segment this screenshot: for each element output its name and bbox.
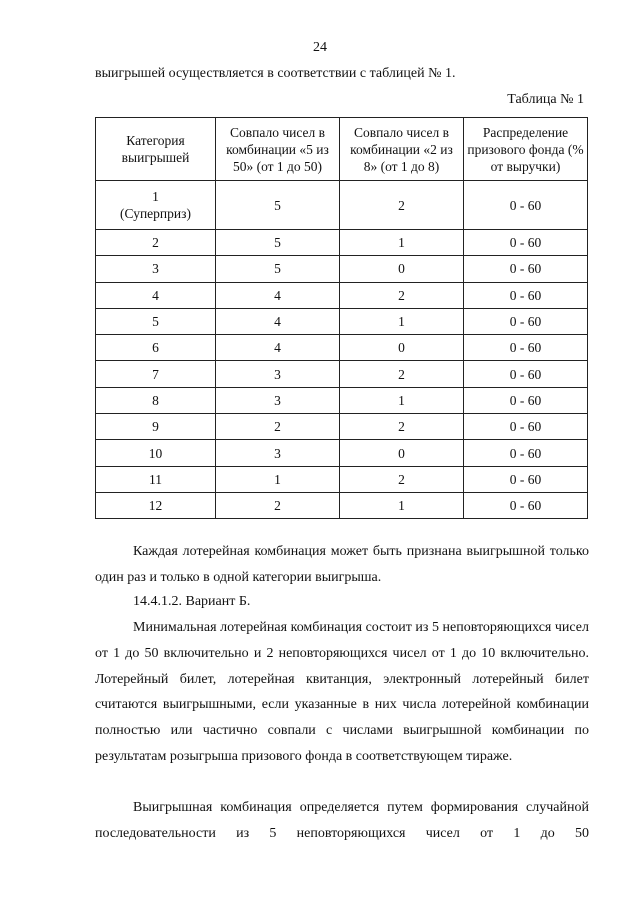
cell-match5: 4 bbox=[216, 308, 340, 334]
cell-share: 0 - 60 bbox=[464, 256, 588, 282]
cell-share: 0 - 60 bbox=[464, 282, 588, 308]
cell-match2: 0 bbox=[340, 256, 464, 282]
cell-match5: 3 bbox=[216, 387, 340, 413]
paragraph-winning-combination bbox=[95, 795, 589, 847]
table-row bbox=[96, 181, 588, 230]
table-row bbox=[96, 387, 588, 413]
cell-category: 4 bbox=[96, 282, 216, 308]
section-heading: 14.4.1.2. Вариант Б. bbox=[133, 594, 251, 609]
table-row bbox=[96, 466, 588, 492]
cell-match5: 5 bbox=[216, 230, 340, 256]
paragraph-text: Каждая лотерейная комбинация может быть признана выигрышной только один раз и только в одной категории выигрыша. bbox=[95, 544, 589, 585]
table-row bbox=[96, 361, 588, 387]
table-row bbox=[96, 414, 588, 440]
paragraph-min-combination bbox=[95, 615, 589, 770]
table-row bbox=[96, 308, 588, 334]
cell-match5: 4 bbox=[216, 335, 340, 361]
cell-match2: 2 bbox=[340, 361, 464, 387]
cell-match2: 0 bbox=[340, 440, 464, 466]
cell-share: 0 - 60 bbox=[464, 181, 588, 230]
cell-share: 0 - 60 bbox=[464, 230, 588, 256]
cell-match5: 2 bbox=[216, 492, 340, 518]
cell-category: 9 bbox=[96, 414, 216, 440]
cell-match2: 0 bbox=[340, 335, 464, 361]
cell-share: 0 - 60 bbox=[464, 308, 588, 334]
cell-share: 0 - 60 bbox=[464, 387, 588, 413]
paragraph-text: Выигрышная комбинация определяется путем формирования случайной последовательности из 5 неповторяющихся чисел от 1 до 50 bbox=[95, 800, 589, 841]
cell-match2: 1 bbox=[340, 492, 464, 518]
table-row bbox=[96, 492, 588, 518]
header-match-2-of-8: Совпало чисел в комбинации «2 из 8» (от 1 до 8) bbox=[340, 118, 464, 181]
cell-match2: 2 bbox=[340, 466, 464, 492]
cell-match2: 1 bbox=[340, 387, 464, 413]
paragraph-single-win bbox=[95, 539, 589, 591]
cell-match2: 1 bbox=[340, 308, 464, 334]
cell-share: 0 - 60 bbox=[464, 492, 588, 518]
cell-category: 11 bbox=[96, 466, 216, 492]
paragraph-section-heading bbox=[95, 589, 589, 615]
table-row bbox=[96, 256, 588, 282]
cell-share: 0 - 60 bbox=[464, 361, 588, 387]
cell-match5: 1 bbox=[216, 466, 340, 492]
cell-category: 8 bbox=[96, 387, 216, 413]
paragraph-text: Минимальная лотерейная комбинация состоит из 5 неповторяющихся чисел от 1 до 50 включительно и 2 неповторяющихся чисел от 1 до 10 включительно. Лотерейный билет, лотерейная квитанция, электронный лотерейный билет считаются выигрышными, если указанные в них числа лотерейной комбинации полностью или частично совпали с числами выигрышной комбинации по результатам розыгрыша призового фонда в соответствующем тираже. bbox=[95, 620, 589, 764]
table-caption: Таблица № 1 bbox=[507, 92, 584, 107]
cell-category: 10 bbox=[96, 440, 216, 466]
cell-category: 7 bbox=[96, 361, 216, 387]
header-prize-share: Распределение призового фонда (% от выручки) bbox=[464, 118, 588, 181]
header-match-5-of-50: Совпало чисел в комбинации «5 из 50» (от 1 до 50) bbox=[216, 118, 340, 181]
cell-category: 5 bbox=[96, 308, 216, 334]
cell-match2: 2 bbox=[340, 181, 464, 230]
cell-category: 12 bbox=[96, 492, 216, 518]
cell-category: 6 bbox=[96, 335, 216, 361]
cell-match2: 1 bbox=[340, 230, 464, 256]
intro-line: выигрышей осуществляется в соответствии с таблицей № 1. bbox=[95, 66, 456, 81]
cell-category: 3 bbox=[96, 256, 216, 282]
cell-match5: 3 bbox=[216, 361, 340, 387]
table-row bbox=[96, 282, 588, 308]
cell-category: 2 bbox=[96, 230, 216, 256]
cell-share: 0 - 60 bbox=[464, 440, 588, 466]
table-row bbox=[96, 440, 588, 466]
cell-share: 0 - 60 bbox=[464, 466, 588, 492]
cell-match5: 3 bbox=[216, 440, 340, 466]
table-row bbox=[96, 335, 588, 361]
cell-match5: 2 bbox=[216, 414, 340, 440]
cell-category bbox=[96, 181, 216, 230]
category-note: (Суперприз) bbox=[120, 206, 191, 221]
cell-match5: 5 bbox=[216, 256, 340, 282]
cell-share: 0 - 60 bbox=[464, 414, 588, 440]
cell-match5: 4 bbox=[216, 282, 340, 308]
page-number: 24 bbox=[313, 40, 327, 55]
table-header-row bbox=[96, 118, 588, 181]
cell-match5: 5 bbox=[216, 181, 340, 230]
table-row bbox=[96, 230, 588, 256]
cell-match2: 2 bbox=[340, 414, 464, 440]
category-number: 1 bbox=[152, 189, 159, 204]
header-category: Категория выигрышей bbox=[96, 118, 216, 181]
cell-share: 0 - 60 bbox=[464, 335, 588, 361]
cell-match2: 2 bbox=[340, 282, 464, 308]
prize-table bbox=[95, 117, 588, 519]
